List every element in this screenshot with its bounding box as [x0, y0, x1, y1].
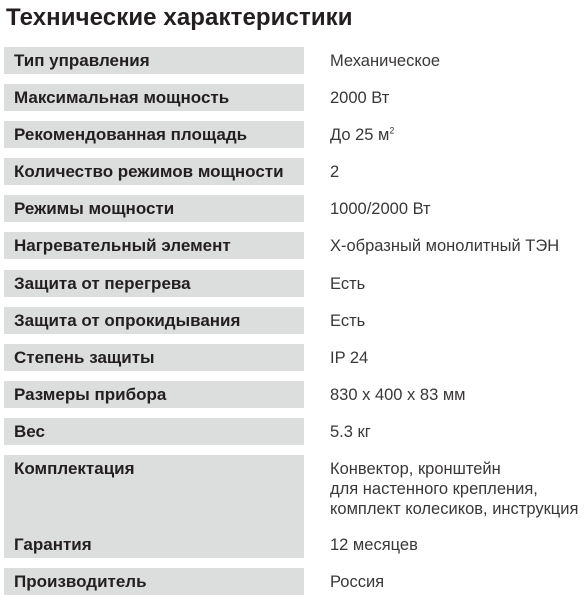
spec-value: Есть: [330, 312, 366, 330]
spec-value: 2000 Вт: [330, 89, 390, 107]
spec-value: Россия: [330, 573, 385, 591]
spec-value: 12 месяцев: [330, 536, 418, 554]
unit-superscript: 2: [389, 125, 395, 136]
spec-label: Производитель: [4, 568, 304, 595]
spec-label: Количество режимов мощности: [4, 158, 304, 185]
spec-value: 2: [330, 163, 340, 181]
spec-label: Размеры прибора: [4, 381, 304, 408]
spec-value: Механическое: [330, 52, 441, 70]
page-title: Технические характеристики: [6, 4, 353, 31]
spec-value: 5.3 кг: [330, 423, 371, 441]
spec-label: Режимы мощности: [4, 195, 304, 222]
spec-value: 830 x 400 x 83 мм: [330, 386, 466, 404]
spec-label: Защита от перегрева: [4, 270, 304, 297]
spec-value: X-образный монолитный ТЭН: [330, 237, 560, 255]
spec-label: Вес: [4, 418, 304, 445]
spec-value: До 25 м: [330, 126, 390, 144]
spec-label: Тип управления: [4, 47, 304, 74]
spec-label: Рекомендованная площадь: [4, 121, 304, 148]
spec-label: Степень защиты: [4, 344, 304, 371]
spec-value-area: [330, 121, 588, 149]
spec-value: 1000/2000 Вт: [330, 200, 431, 218]
spec-label: Гарантия: [4, 531, 304, 558]
spec-label: Максимальная мощность: [4, 84, 304, 111]
spec-label: Нагревательный элемент: [4, 232, 304, 259]
spec-value: Есть: [330, 275, 366, 293]
spec-label: Комплектация: [4, 455, 304, 531]
spec-value: IP 24: [330, 349, 369, 367]
spec-label: Защита от опрокидывания: [4, 307, 304, 334]
spec-value: Конвектор, кронштейн для настенного крепления, комплект колесиков, инструкция: [330, 460, 579, 518]
